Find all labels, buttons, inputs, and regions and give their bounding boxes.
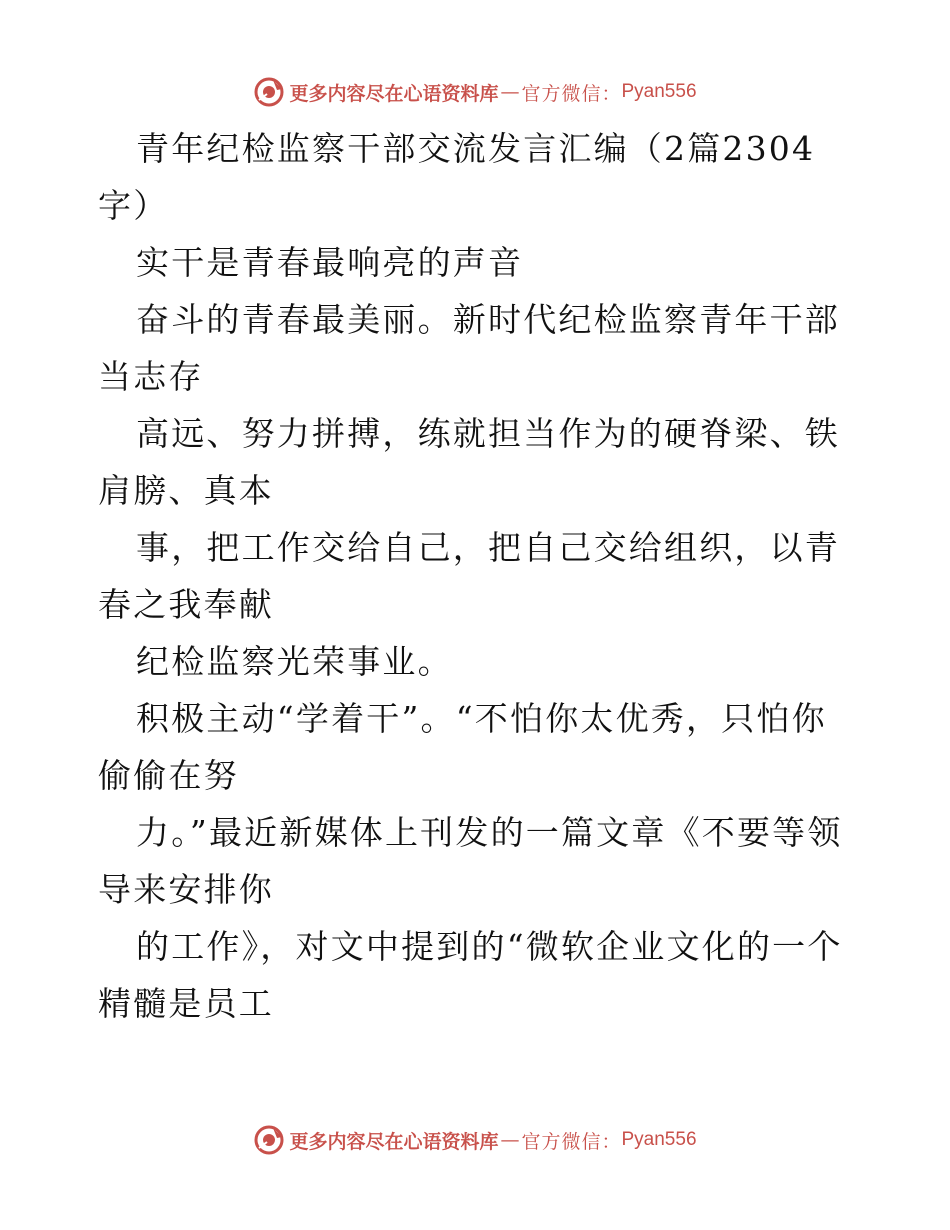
section-heading: 实干是青春最响亮的声音 xyxy=(136,243,524,282)
body-paragraph: 纪检监察光荣事业。 xyxy=(136,642,453,681)
footer-banner-text: 更多内容尽在心语资料库 xyxy=(289,1130,499,1153)
body-paragraph: 的工作》，对文中提到的“微软企业文化的一个精髓是员工 xyxy=(98,927,843,1023)
document-title: 青年纪检监察干部交流发言汇编（2篇2304字） xyxy=(98,129,816,225)
footer-wechat-label: 官方微信： xyxy=(521,1130,622,1153)
header-wechat-account: Pyan556 xyxy=(621,81,697,102)
footer-wechat-account: Pyan556 xyxy=(621,1129,697,1150)
brand-logo-icon xyxy=(253,76,285,108)
header-banner xyxy=(0,72,950,112)
body-paragraph: 力。”最近新媒体上刊发的一篇文章《不要等领导来安排你 xyxy=(98,813,843,909)
body-paragraph: 高远、努力拼搏，练就担当作为的硬脊梁、铁肩膀、真本 xyxy=(98,414,840,510)
header-separator: — xyxy=(500,81,520,103)
footer-separator: — xyxy=(500,1129,520,1151)
footer-banner xyxy=(0,1120,950,1160)
header-banner-text: 更多内容尽在心语资料库 xyxy=(289,82,499,105)
body-paragraph: 奋斗的青春最美丽。新时代纪检监察青年干部当志存 xyxy=(98,300,840,396)
document-body xyxy=(98,120,858,1032)
body-paragraph: 事，把工作交给自己，把自己交给组织，以青春之我奉献 xyxy=(98,528,840,624)
body-paragraph: 积极主动“学着干”。“不怕你太优秀，只怕你偷偷在努 xyxy=(98,699,827,795)
brand-logo-icon xyxy=(253,1124,285,1156)
header-wechat-label: 官方微信： xyxy=(521,82,622,105)
